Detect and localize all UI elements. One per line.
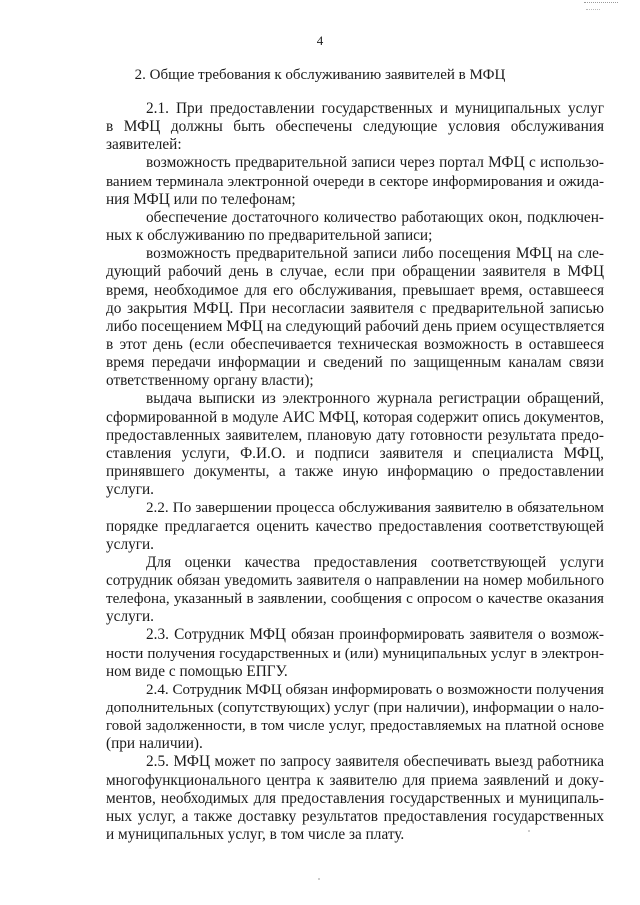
text-line: обеспечение достаточного количество работающих окон, подключен- [146, 208, 604, 226]
scan-artifact [584, 2, 618, 5]
page-number: 4 [316, 33, 324, 48]
text-line: ном виде с помощью ЕПГУ. [106, 662, 288, 680]
text-line: ности получения государственных и (или) муниципальных услуг в электрон- [106, 645, 604, 662]
text-line: заявителей: [106, 136, 182, 154]
text-line: Для оценки качества предоставления соответствующей услуги [146, 553, 604, 571]
text-line: ванием терминала электронной очереди в секторе информирования и ожида- [106, 173, 604, 190]
text-line: 2.3. Сотрудник МФЦ обязан проинформировать заявителя о возмож- [146, 626, 604, 644]
text-line: время передачи информации и сведений по защищенным каналам связи [106, 354, 604, 372]
text-line: выдача выписки из электронного журнала регистрации обращений, [146, 390, 604, 408]
text-line: 2.1. При предоставлении государственных и муниципальных услуг [146, 100, 604, 117]
text-line: 2.5. МФЦ может по запросу заявителя обеспечивать выезд работника [146, 753, 604, 771]
text-line: услуги. [106, 608, 155, 626]
section-title: 2. Общие требования к обслуживанию заявителей в МФЦ [134, 67, 506, 83]
text-line: 2.2. По завершении процесса обслуживания заявителю в обязательном [146, 500, 604, 517]
text-line: предоставленных заявителем, плановую дату готовности результата предо- [106, 426, 604, 444]
text-line: 2.4. Сотрудник МФЦ обязан информировать о возможности получения [146, 681, 604, 698]
text-line: порядке предлагается оценить качество предоставления соответствующей [106, 517, 604, 535]
text-line: в этот день (если обеспечивается техническая возможность в оставшееся [106, 335, 604, 353]
scan-speck [318, 878, 320, 880]
text-line: говой задолженности, в том числе услуг, предоставляемых на платной основе [106, 718, 604, 735]
text-line: в МФЦ должны быть обеспечены следующие условия обслуживания [106, 118, 604, 136]
text-line: либо посещением МФЦ на следующий рабочий день прием осуществляется [106, 317, 605, 335]
text-line: дующий рабочий день в случае, если при обращении заявителя в МФЦ [106, 263, 604, 281]
scan-artifact [586, 9, 600, 11]
text-line: ответственному органу власти); [106, 372, 314, 390]
text-line: до закрытия МФЦ. При несогласии заявителя с предварительной записью [106, 299, 604, 317]
text-line: ния МФЦ или по телефонам; [106, 190, 296, 208]
text-line: возможность предварительной записи либо посещения МФЦ на сле- [146, 245, 604, 263]
text-line: многофункционального центра к заявителю для приема заявлений и доку- [106, 771, 604, 789]
text-line: ставления услуги, Ф.И.О. и подписи заявителя и специалиста МФЦ, [106, 444, 604, 462]
text-line: ментов, необходимых для предоставления государственных и муниципаль- [106, 789, 604, 807]
text-line: и муниципальных услуг, в том числе за плату. [106, 826, 405, 843]
text-line: дополнительных (сопутствующих) услуг (при наличии), информации о нало- [106, 699, 604, 716]
text-line: ных услуг, а также доставку результатов предоставления государственных [106, 807, 604, 825]
text-line: услуги. [106, 535, 155, 553]
text-line: (при наличии). [106, 735, 203, 753]
text-line: возможность предварительной записи через портал МФЦ с использо- [146, 154, 604, 172]
text-line: сформированной в модуле АИС МФЦ, которая содержит опись документов, [106, 408, 604, 426]
text-line: время, необходимое для его обслуживания, превышает время, оставшееся [106, 281, 604, 299]
text-line: принявшего документы, а также иную информацию о предоставлении [106, 463, 604, 480]
text-line: услуги. [106, 481, 155, 499]
text-line: ных к обслуживанию по предварительной записи; [106, 227, 433, 244]
text-line: сотрудник обязан уведомить заявителя о направлении на номер мобильного [106, 571, 604, 589]
text-line: телефона, указанный в заявлении, сообщения с опросом о качестве оказания [106, 591, 604, 607]
